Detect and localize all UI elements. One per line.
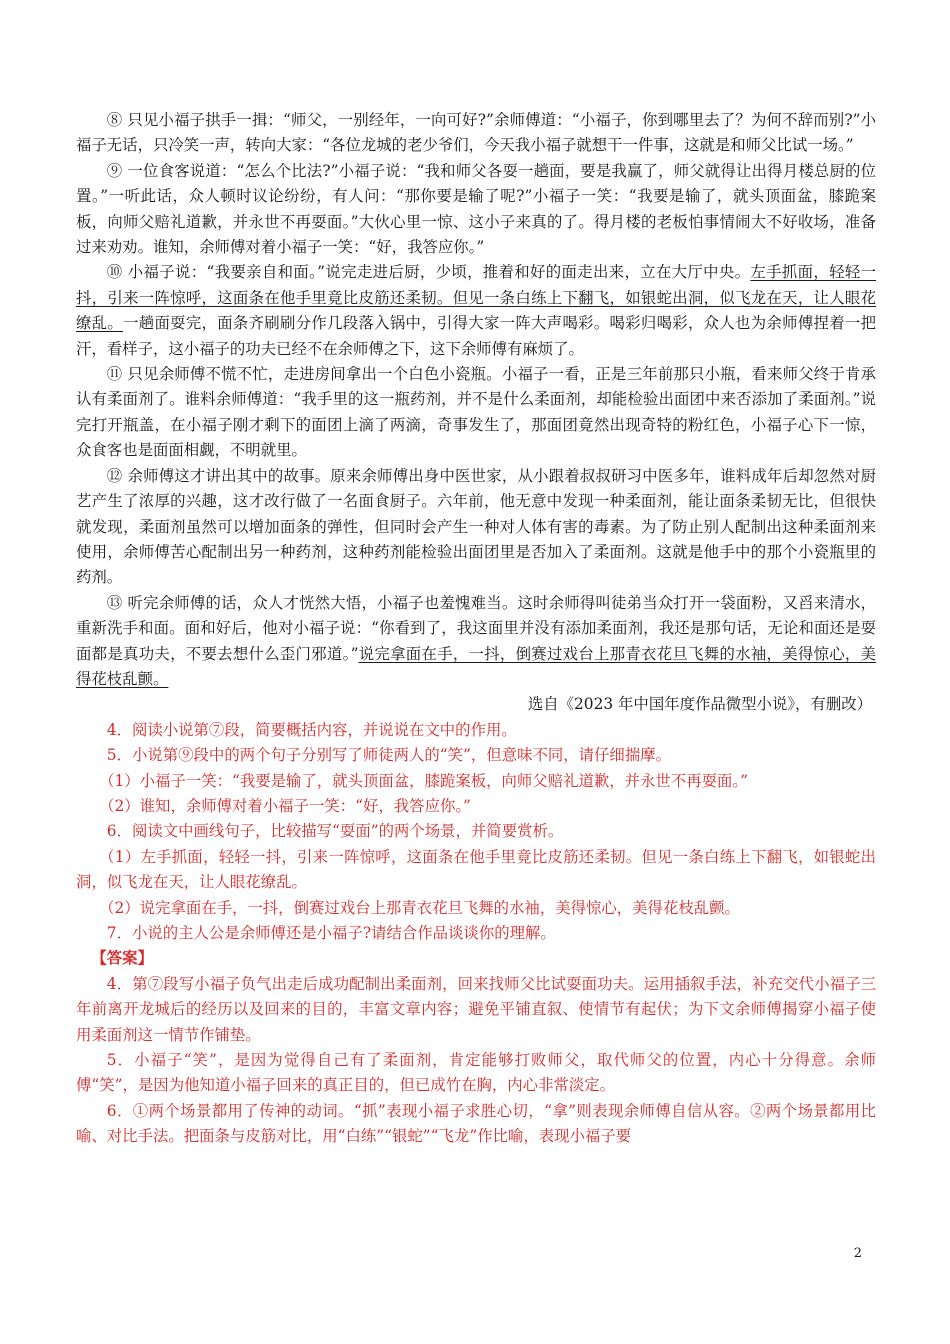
page-number: 2 (853, 1246, 862, 1261)
question-5-item-2: （2）谁知，余师傅对着小福子一笑：“好，我答应你。” (99, 796, 471, 815)
question-6-item-2: （2）说完拿面在手，一抖，倒赛过戏台上那青衣花旦飞舞的水袖，美得惊心，美得花枝乱颤。 (99, 898, 740, 917)
question-7: 7．小说的主人公是余师傅还是小福子?请结合作品谈谈你的理解。 (106, 924, 556, 942)
answer-5: 5．小福子“笑”，是因为觉得自己有了柔面剂，肯定能够打败师父，取代师父的位置，内心十分得意。余师傅“笑”，是因为他知道小福子回来的真正目的，但已成竹在胸，内心非常淡定。 (76, 1051, 876, 1095)
question-6-item-1: （1）左手抓面，轻轻一抖，引来一阵惊呼，这面条在他手里竟比皮筋还柔韧。但见一条白练上下翻飞，如银蛇出洞，似飞龙在天，让人眼花缭乱。 (76, 847, 876, 892)
paragraph-13 (76, 591, 876, 693)
paragraph-13-lead: ⑬ 听完余师傅的话，众人才恍然大悟，小福子也羞愧难当。这时余师得叫徒弟当众打开一袋面粉，又舀来清水，重新洗手和面。面和好后，他对小福子说：“你看到了，我这面里并没有添加柔面剂，我还是那句话，无论和面还是耍面都是真功夫，不要去想什么歪门邪道。” (76, 593, 876, 663)
question-5-item-1: （1）小福子一笑：“我要是输了，就头顶面盆，膝跪案板，向师父赔礼道歉，并永世不再耍面。” (99, 771, 748, 790)
answer-heading: 【答案】 (91, 949, 153, 968)
paragraph-12: ⑫ 余师傅这才讲出其中的故事。原来余师傅出身中医世家，从小跟着叔叔研习中医多年，谁料成年后却忽然对厨艺产生了浓厚的兴趣，这才改行做了一名面食厨子。六年前，他无意中发现一种柔面剂，能让面条柔韧无比，但很快就发现，柔面剂虽然可以增加面条的弹性，但同时会产生一种对人体有害的毒素。为了防止别人配制出这种柔面剂来使用，余师傅苦心配制出另一种药剂，这种药剂能检验出面团里是否加入了柔面剂。这就是他手中的那个小瓷瓶里的药剂。 (76, 466, 876, 587)
paragraph-11: ⑪ 只见余师傅不慌不忙，走进房间拿出一个白色小瓷瓶。小福子一看，正是三年前那只小瓶，看来师父终于肯承认有柔面剂了。谁料余师傅道：“我手里的这一瓶药剂，并不是什么柔面剂，却能检验出面团中来否添加了柔面剂。”说完打开瓶盖，在小福子刚才剩下的面团上滴了两滴，奇事发生了，那面团竟然出现奇特的粉红色，小福子心下一惊，众食客也是面面相觑，不明就里。 (76, 365, 876, 460)
paragraph-10-tail: 一趟面耍完，面条齐刷刷分作几段落入锅中，引得大家一阵大声喝彩。喝彩归喝彩，众人也为余师傅捏着一把汗，看样子，这小福子的功夫已经不在余师傅之下，这下余师傅有麻烦了。 (76, 314, 876, 358)
paragraph-13-underlined: 说完拿面在手，一抖，倒赛过戏台上那青衣花旦飞舞的水袖，美得惊心，美得花枝乱颤。 (76, 644, 876, 688)
document-page (76, 108, 876, 1150)
paragraph-10-lead: ⑩ 小福子说：“我要亲自和面。”说完走进后厨，少顷，推着和好的面走出来，立在大厅中央。 (106, 263, 751, 282)
source-citation: 选自《2023 年中国年度作品微型小说》，有删改） (527, 695, 872, 714)
paragraph-10-underlined: 左手抓面，轻轻一抖，引来一阵惊呼，这面条在他手里竟比皮筋还柔韧。但见一条白练上下翻飞，如银蛇出洞，似飞龙在天，让人眼花缭乱。 (76, 263, 876, 333)
question-6: 6．阅读文中画线句子，比较描写“耍面”的两个场景，并简要赏析。 (106, 822, 564, 841)
paragraph-9: ⑨ 一位食客说道：“怎么个比法?”小福子说：“我和师父各耍一趟面，要是我赢了，师父就得让出得月楼总厨的位置。”一听此话，众人顿时议论纷纷，有人问：“那你要是输了呢?”小福子一笑：“我要是输了，就头顶面盆，膝跪案板，向师父赔礼道歉，并永世不再耍面。”大伙心里一惊、这小子来真的了。得月楼的老板怕事情闹大不好收场，准备过来劝劝。谁知，余师傅对着小福子一笑：“好，我答应你。” (76, 161, 876, 257)
answer-4: 4．第⑦段写小福子负气出走后成功配制出柔面剂，回来找师父比试耍面功夫。运用插叙手法，补充交代小福子三年前离开龙城后的经历以及回来的目的，丰富文章内容；避免平铺直叙、使情节有起伏；为下文余师傅揭穿小福子使用柔面剂这一情节作铺垫。 (76, 974, 876, 1044)
answer-6: 6．①两个场景都用了传神的动词。“抓”表现小福子求胜心切，“拿”则表现余师傅自信从容。②两个场景都用比喻、对比手法。把面条与皮筋对比，用“白练”“银蛇”“飞龙”作比喻，表现小福子要 (76, 1101, 876, 1146)
paragraph-10 (76, 260, 876, 362)
paragraph-8: ⑧ 只见小福子拱手一揖：“师父，一别经年，一向可好?”余师傅道：“小福子，你到哪里去了？为何不辞而别?”小福子无话，只冷笑一声，转向大家：“各位龙城的老少爷们，今天我小福子就想干一件事，这就是和师父比试一场。” (76, 111, 876, 155)
question-5: 5．小说第⑨段中的两个句子分别写了师徒两人的“笑”，但意味不同，请仔细揣摩。 (106, 746, 671, 765)
question-4: 4．阅读小说第⑦段，简要概括内容，并说说在文中的作用。 (106, 720, 517, 739)
